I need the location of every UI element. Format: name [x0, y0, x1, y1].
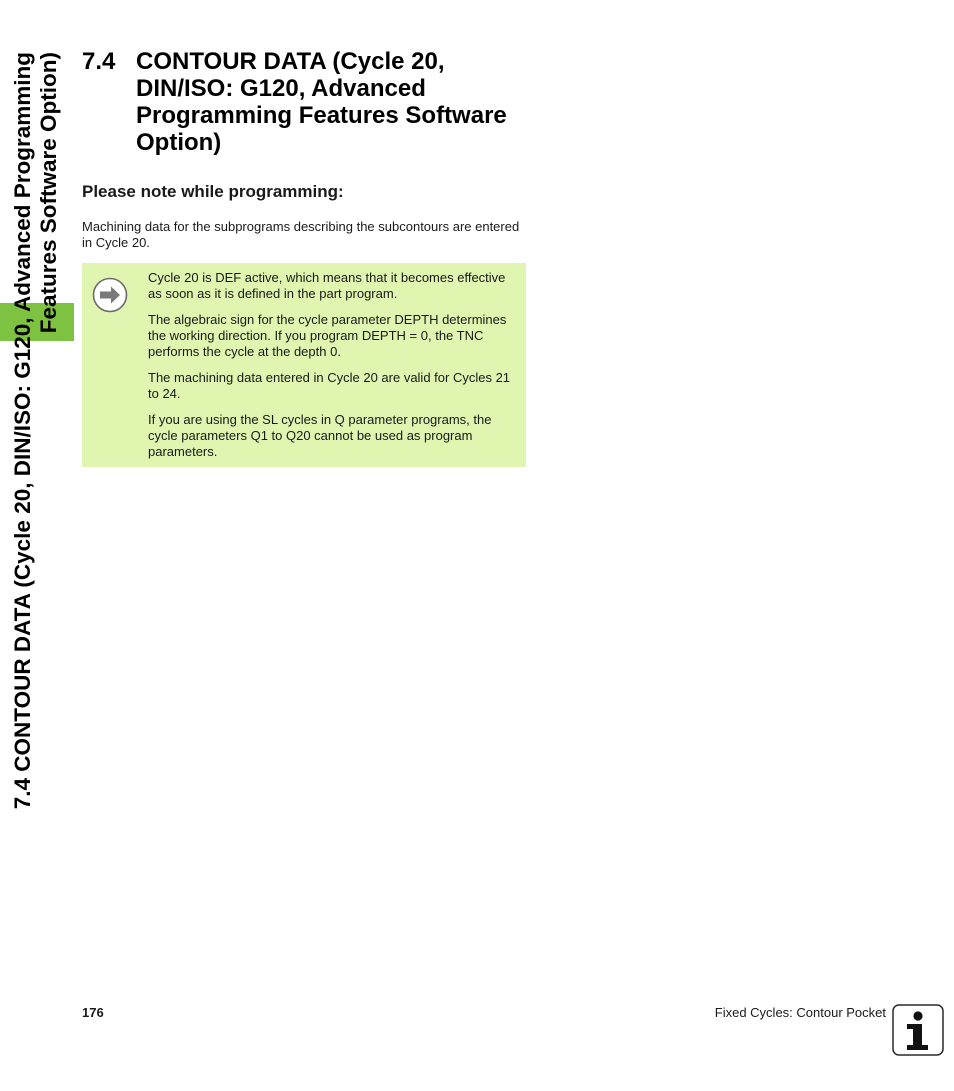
footer-title: Fixed Cycles: Contour Pocket — [714, 1005, 886, 1020]
note-paragraph: Cycle 20 is DEF active, which means that it becomes effective as soon as it is defined in the part program. — [148, 270, 506, 301]
section-title: CONTOUR DATA (Cycle 20, DIN/ISO: G120, Advanced Programming Features Software Option) — [136, 48, 507, 156]
arrow-right-icon — [92, 277, 128, 313]
section-number: 7.4 — [82, 48, 116, 75]
note-paragraph: The algebraic sign for the cycle parameter DEPTH determines the working direction. If you program DEPTH = 0, the TNC performs the cycle at the depth 0. — [148, 312, 507, 359]
side-running-title — [5, 52, 75, 908]
note-paragraph: The machining data entered in Cycle 20 are valid for Cycles 21 to 24. — [148, 370, 511, 401]
note-text — [148, 270, 518, 470]
info-icon — [892, 1004, 944, 1056]
note-paragraph: If you are using the SL cycles in Q parameter programs, the cycle parameters Q1 to Q20 cannot be used as program parameters. — [148, 412, 492, 459]
side-title-line-2: Features Software Option) — [36, 52, 61, 334]
subheading: Please note while programming: — [82, 182, 344, 201]
side-title-line-1: 7.4 CONTOUR DATA (Cycle 20, DIN/ISO: G120, Advanced Programming — [10, 52, 35, 810]
intro-paragraph: Machining data for the subprograms describing the subcontours are entered in Cycle 20. — [82, 219, 520, 250]
page-title — [82, 48, 522, 156]
page-number: 176 — [82, 1005, 104, 1020]
note-box — [82, 263, 526, 467]
